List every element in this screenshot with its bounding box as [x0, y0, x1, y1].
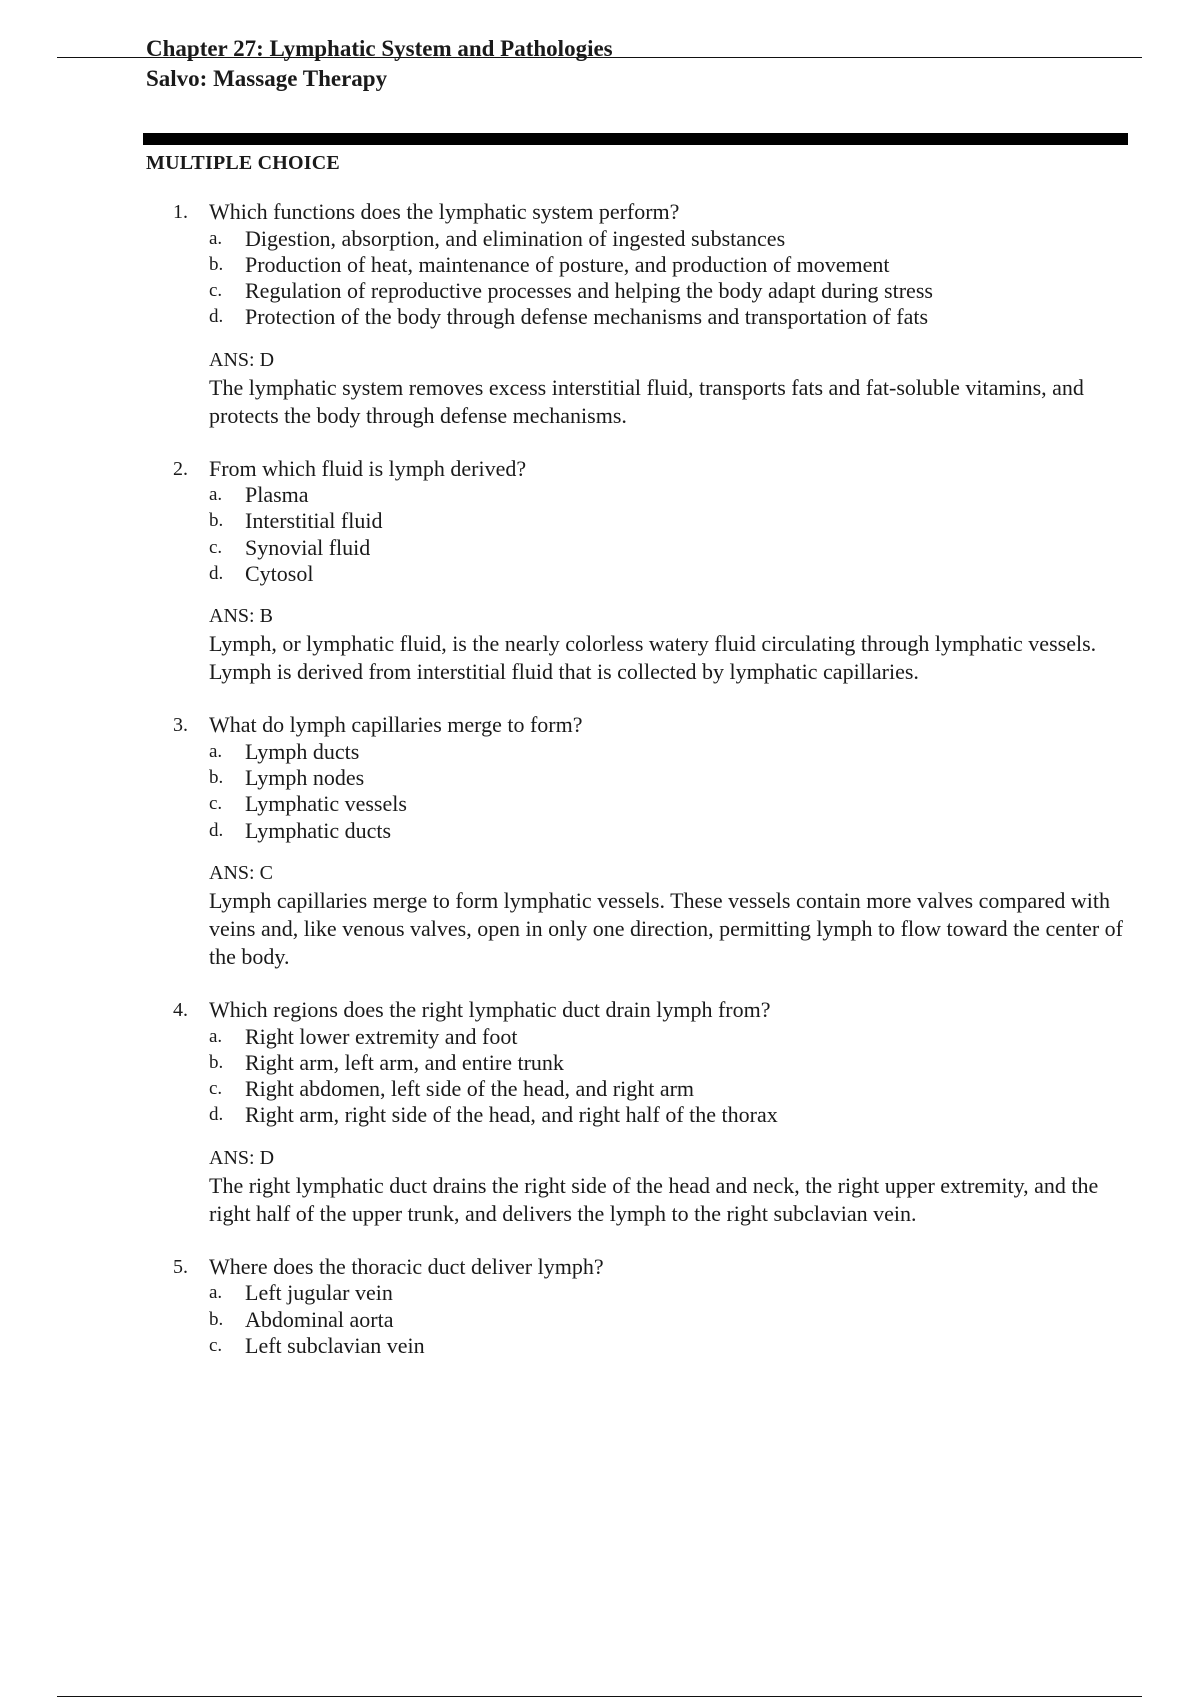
book-title: Salvo: Massage Therapy	[146, 66, 388, 91]
choice-text: Right lower extremity and foot	[245, 1023, 518, 1049]
question-stem	[146, 997, 1136, 1024]
choice-letter: b.	[209, 767, 224, 789]
choice-list	[146, 1280, 1136, 1359]
answer-block	[146, 1144, 1136, 1228]
choice-letter: b.	[209, 510, 224, 532]
question-stem	[146, 199, 1136, 226]
choice-c	[146, 278, 1136, 304]
answer-rationale: The lymphatic system removes excess interstitial fluid, transports fats and fat-soluble vitamins, and protects the body through defense mechanisms.	[209, 374, 1084, 428]
question-stem	[146, 456, 1136, 483]
choice-a	[146, 739, 1136, 765]
choice-list	[146, 226, 1136, 331]
answer-block	[146, 602, 1136, 686]
choice-c	[146, 1333, 1136, 1359]
choice-letter: a.	[209, 484, 223, 506]
choice-a	[146, 226, 1136, 252]
choice-list	[146, 1024, 1136, 1129]
choice-list	[146, 482, 1136, 587]
choice-letter: a.	[209, 1025, 223, 1047]
choice-letter: b.	[209, 1051, 224, 1073]
choice-d	[146, 1102, 1136, 1128]
question-2	[146, 456, 1136, 687]
choice-text: Left jugular vein	[245, 1280, 393, 1306]
choice-text: Abdominal aorta	[245, 1306, 394, 1332]
choice-letter: c.	[209, 536, 223, 558]
answer-key: ANS: D	[209, 1146, 275, 1169]
question-1	[146, 199, 1136, 430]
question-text: Which regions does the right lymphatic duct drain lymph from?	[209, 997, 771, 1023]
choice-letter: d.	[209, 563, 224, 585]
choice-text: Protection of the body through defense mechanisms and transportation of fats	[245, 304, 929, 330]
answer-key: ANS: C	[209, 862, 273, 885]
choice-letter: b.	[209, 253, 224, 275]
answer-block	[146, 346, 1136, 430]
question-text: From which fluid is lymph derived?	[209, 455, 527, 481]
page-header	[146, 34, 1126, 94]
choice-d	[146, 818, 1136, 844]
choice-b	[146, 252, 1136, 278]
choice-text: Lymph ducts	[245, 738, 360, 764]
choice-a	[146, 1280, 1136, 1306]
section-heading: MULTIPLE CHOICE	[146, 152, 340, 174]
choice-letter: a.	[209, 227, 223, 249]
question-4	[146, 997, 1136, 1228]
question-text: Which functions does the lymphatic system perform?	[209, 199, 680, 224]
chapter-title: Chapter 27: Lymphatic System and Pathologies	[146, 36, 613, 61]
choice-text: Regulation of reproductive processes and helping the body adapt during stress	[245, 278, 933, 304]
question-number: 5.	[173, 1255, 188, 1278]
question-stem	[146, 1254, 1136, 1281]
question-text: Where does the thoracic duct deliver lymph?	[209, 1253, 604, 1279]
choice-b	[146, 765, 1136, 791]
answer-rationale: Lymph, or lymphatic fluid, is the nearly colorless watery fluid circulating through lymphatic vessels. Lymph is derived from interstitial fluid that is collected by lymphatic capillaries.	[209, 631, 1097, 685]
choice-a	[146, 1024, 1136, 1050]
choice-text: Production of heat, maintenance of posture, and production of movement	[245, 251, 890, 277]
choice-letter: c.	[209, 793, 223, 815]
choice-c	[146, 791, 1136, 817]
choice-text: Digestion, absorption, and elimination of ingested substances	[245, 225, 786, 251]
choice-letter: b.	[209, 1308, 224, 1330]
choice-letter: c.	[209, 280, 223, 302]
choice-b	[146, 1050, 1136, 1076]
section-divider	[143, 133, 1128, 145]
choice-letter: c.	[209, 1334, 223, 1356]
choice-text: Left subclavian vein	[245, 1332, 425, 1358]
answer-key: ANS: B	[209, 605, 273, 628]
choice-letter: a.	[209, 740, 223, 762]
question-list	[146, 199, 1136, 1385]
choice-d	[146, 304, 1136, 330]
choice-letter: d.	[209, 1104, 224, 1126]
choice-text: Plasma	[245, 482, 309, 508]
choice-text: Right arm, right side of the head, and right half of the thorax	[245, 1102, 778, 1128]
choice-text: Right abdomen, left side of the head, and right arm	[245, 1076, 695, 1102]
question-number: 3.	[173, 714, 188, 737]
choice-text: Lymph nodes	[245, 765, 365, 791]
choice-letter: d.	[209, 819, 224, 841]
choice-text: Lymphatic ducts	[245, 817, 392, 843]
choice-c	[146, 1076, 1136, 1102]
question-text: What do lymph capillaries merge to form?	[209, 712, 583, 738]
choice-b	[146, 1307, 1136, 1333]
answer-key: ANS: D	[209, 348, 275, 371]
choice-text: Synovial fluid	[245, 534, 371, 560]
choice-letter: d.	[209, 306, 224, 328]
question-number: 1.	[173, 201, 188, 223]
choice-text: Cytosol	[245, 561, 314, 587]
choice-letter: a.	[209, 1282, 223, 1304]
choice-a	[146, 482, 1136, 508]
choice-letter: c.	[209, 1078, 223, 1100]
choice-text: Right arm, left arm, and entire trunk	[245, 1049, 564, 1075]
answer-rationale: The right lymphatic duct drains the right side of the head and neck, the right upper extremity, and the right half of the upper trunk, and delivers the lymph to the right subclavian vein.	[209, 1172, 1099, 1226]
choice-c	[146, 535, 1136, 561]
question-number: 4.	[173, 999, 188, 1022]
answer-rationale: Lymph capillaries merge to form lymphatic vessels. These vessels contain more valves compared with veins and, like venous valves, open in only one direction, permitting lymph to flow toward the center of the body.	[209, 888, 1124, 970]
choice-b	[146, 508, 1136, 534]
question-3	[146, 712, 1136, 971]
choice-text: Interstitial fluid	[245, 508, 383, 534]
question-stem	[146, 712, 1136, 739]
bottom-rule	[57, 1696, 1142, 1697]
choice-text: Lymphatic vessels	[245, 791, 407, 817]
choice-d	[146, 561, 1136, 587]
question-number: 2.	[173, 457, 188, 480]
answer-block	[146, 859, 1136, 971]
choice-list	[146, 739, 1136, 844]
question-5	[146, 1254, 1136, 1359]
